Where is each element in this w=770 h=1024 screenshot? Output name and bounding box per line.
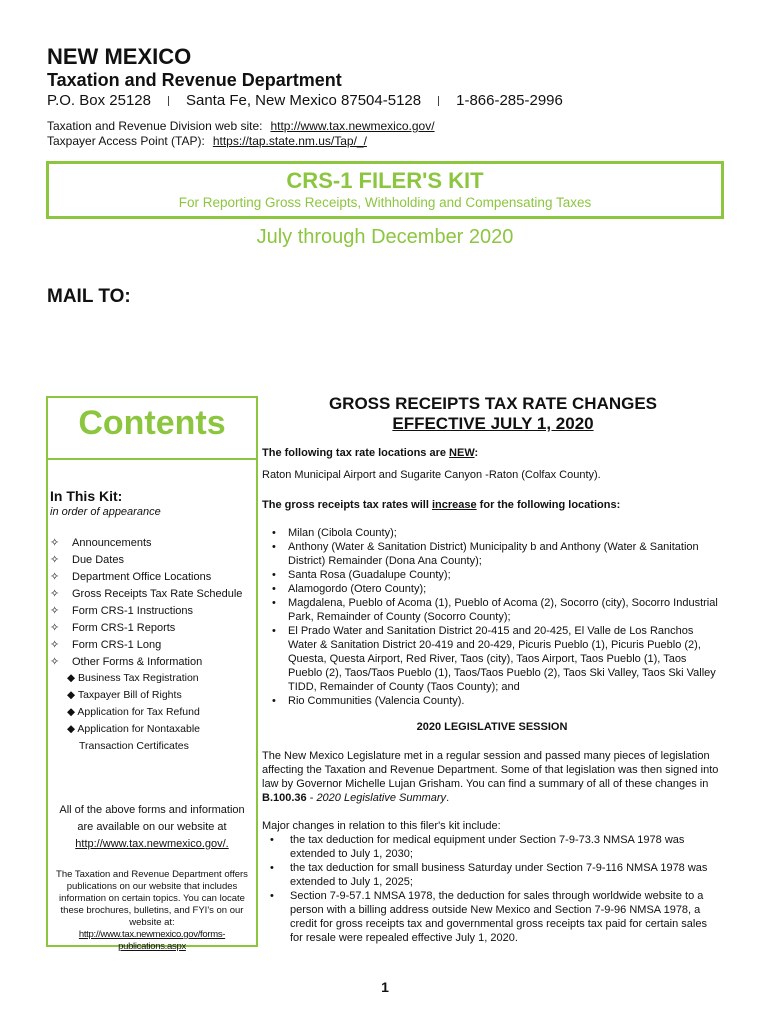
sub-list-item-continued: Transaction Certificates [79, 740, 189, 752]
list-item: • the tax deduction for small business Saturday under Section 7-9-116 NMSA 1978 was extended to July 1, 2025; [262, 861, 722, 889]
list-item: ✧ Other Forms & Information [50, 656, 203, 668]
legislative-paragraph: The New Mexico Legislature met in a regular session and passed many pieces of legislation affecting the Taxation and Revenue Department. Some of that legislation was then signed into law by Governor Michelle Lujan Grisham. You can find a summary of all of these changes in B.100.36 - 2020 Legislative Summary. [262, 750, 719, 804]
increase-list [262, 526, 722, 708]
department-name: Taxation and Revenue Department [47, 70, 342, 90]
list-item: ✧ Gross Receipts Tax Rate Schedule [50, 588, 243, 600]
diamond-bullet-icon: ✧ [50, 554, 60, 566]
list-item: • Section 7-9-57.1 NMSA 1978, the deduction for sales through worldwide website to a person with a billing address outside New Mexico and Section 7-9-96 NMSA 1978, a credit for gross receipts tax and governmental gross receipts tax paid for certain sales for resale were repealed effective July 1, 2020. [262, 889, 722, 945]
order-note: in order of appearance [50, 506, 161, 518]
list-item: • Santa Rosa (Guadalupe County); [262, 568, 722, 582]
list-item: • Anthony (Water & Sanitation District) Municipality b and Anthony (Water & Sanitation District) Remainder (Dona Ana County); [262, 540, 722, 568]
list-item: • Rio Communities (Valencia County). [262, 694, 722, 708]
bullet-icon: ◆ [67, 706, 78, 718]
list-item: • El Prado Water and Sanitation District 20-415 and 20-425, El Valle de Los Ranchos Water & Sanitation District 20-419 and 20-429, Picuris Pueblo (1), Picuris Pueblo (2), Questa, Questa Airport, Red River, Taos (city), Taos Airport, Taos Pueblo (1), Taos Pueblo (2), Taos/Taos Pueblo (1), Taos/Taos Pueblo (2), Taos Ski Valley, Taos Ski Valley TIDD, Remainder of County (Taos County); and [262, 624, 722, 694]
filing-period: July through December 2020 [256, 226, 514, 248]
list-item: • Alamogordo (Otero County); [262, 582, 722, 596]
list-item: • Milan (Cibola County); [262, 526, 722, 540]
list-item: • Magdalena, Pueblo of Acoma (1), Pueblo of Acoma (2), Socorro (city), Socorro Industrial Park, Remainder of County (Socorro County); [262, 596, 722, 624]
list-item: ✧ Due Dates [50, 554, 124, 566]
diamond-bullet-icon: ✧ [50, 639, 60, 651]
list-item: ✧ Announcements [50, 537, 152, 549]
publication-ref: B.100.36 [262, 792, 307, 804]
availability-note: All of the above forms and information are available on our website at http://www.tax.newmexico.gov/. [48, 802, 256, 853]
diamond-bullet-icon: ✧ [50, 605, 60, 617]
publications-link[interactable]: http://www.tax.newmexico.gov/forms-publications.aspx [78, 929, 226, 952]
contents-divider [48, 458, 256, 460]
phone-number: 1-866-285-2996 [456, 92, 563, 109]
list-item: ✧ Department Office Locations [50, 571, 212, 583]
mail-to-label: MAIL TO: [47, 286, 131, 307]
contents-list [50, 536, 242, 757]
new-locations-intro: The following tax rate locations are NEW: [262, 447, 479, 459]
city-state-zip: Santa Fe, New Mexico 87504-5128 [185, 92, 422, 109]
bullet-icon: ◆ [67, 689, 78, 701]
tap-link[interactable]: https://tap.state.nm.us/Tap/_/ [212, 134, 367, 148]
publications-note: The Taxation and Revenue Department offers publications on our website that includes information on certain topics. You can locate these brochures, bulletins, and FYI's on our website at: http://www.tax.newmexico.gov/forms-publications.aspx [48, 869, 256, 953]
website-link[interactable]: http://www.tax.newmexico.gov/ [270, 119, 435, 133]
sub-list-item: ◆ Taxpayer Bill of Rights [67, 689, 182, 701]
diamond-bullet-icon: ✧ [50, 571, 60, 583]
separator [168, 96, 169, 106]
page-number: 1 [381, 979, 389, 995]
website-label: Taxation and Revenue Division web site: [47, 119, 263, 133]
tap-line [47, 134, 367, 148]
grt-effective-date: EFFECTIVE JULY 1, 2020 [392, 414, 594, 433]
sub-list-item: ◆ Business Tax Registration [67, 672, 199, 684]
list-item: ✧ Form CRS-1 Reports [50, 622, 176, 634]
bullet-icon: ◆ [67, 723, 78, 735]
major-changes-list [262, 833, 722, 945]
bullet-icon: ◆ [67, 672, 78, 684]
website-link[interactable]: http://www.tax.newmexico.gov/. [75, 838, 229, 850]
sub-list-item: ◆ Application for Nontaxable [67, 723, 200, 735]
diamond-bullet-icon: ✧ [50, 588, 60, 600]
list-item: • the tax deduction for medical equipment under Section 7-9-73.3 NMSA 1978 was extended to July 1, 2030; [262, 833, 722, 861]
kit-title: CRS-1 FILER'S KIT [286, 168, 484, 193]
in-this-kit-heading: In This Kit: [50, 488, 123, 504]
list-item: ✧ Form CRS-1 Instructions [50, 605, 194, 617]
po-box: P.O. Box 25128 [47, 92, 151, 109]
kit-subtitle: For Reporting Gross Receipts, Withholding and Compensating Taxes [178, 195, 592, 210]
separator [438, 96, 439, 106]
diamond-bullet-icon: ✧ [50, 622, 60, 634]
contents-box [46, 396, 258, 952]
diamond-bullet-icon: ✧ [50, 656, 60, 668]
grt-heading: GROSS RECEIPTS TAX RATE CHANGES EFFECTIVE JULY 1, 2020 [264, 394, 722, 434]
sub-list-item: ◆ Application for Tax Refund [67, 706, 200, 718]
list-item: ✧ Form CRS-1 Long [50, 639, 162, 651]
diamond-bullet-icon: ✧ [50, 537, 60, 549]
publication-title: 2020 Legislative Summary [316, 792, 447, 804]
new-location: Raton Municipal Airport and Sugarite Canyon -Raton (Colfax County). [262, 469, 601, 481]
legislative-heading: 2020 LEGISLATIVE SESSION [416, 721, 568, 733]
agency-name: NEW MEXICO [47, 44, 192, 69]
increase-intro: The gross receipts tax rates will increase for the following locations: [262, 499, 621, 511]
address-line [47, 92, 563, 109]
major-changes-intro: Major changes in relation to this filer's kit include: [262, 820, 501, 832]
tap-label: Taxpayer Access Point (TAP): [47, 134, 205, 148]
contents-title: Contents [78, 404, 226, 442]
kit-title-box [46, 161, 724, 219]
website-line [47, 119, 435, 133]
